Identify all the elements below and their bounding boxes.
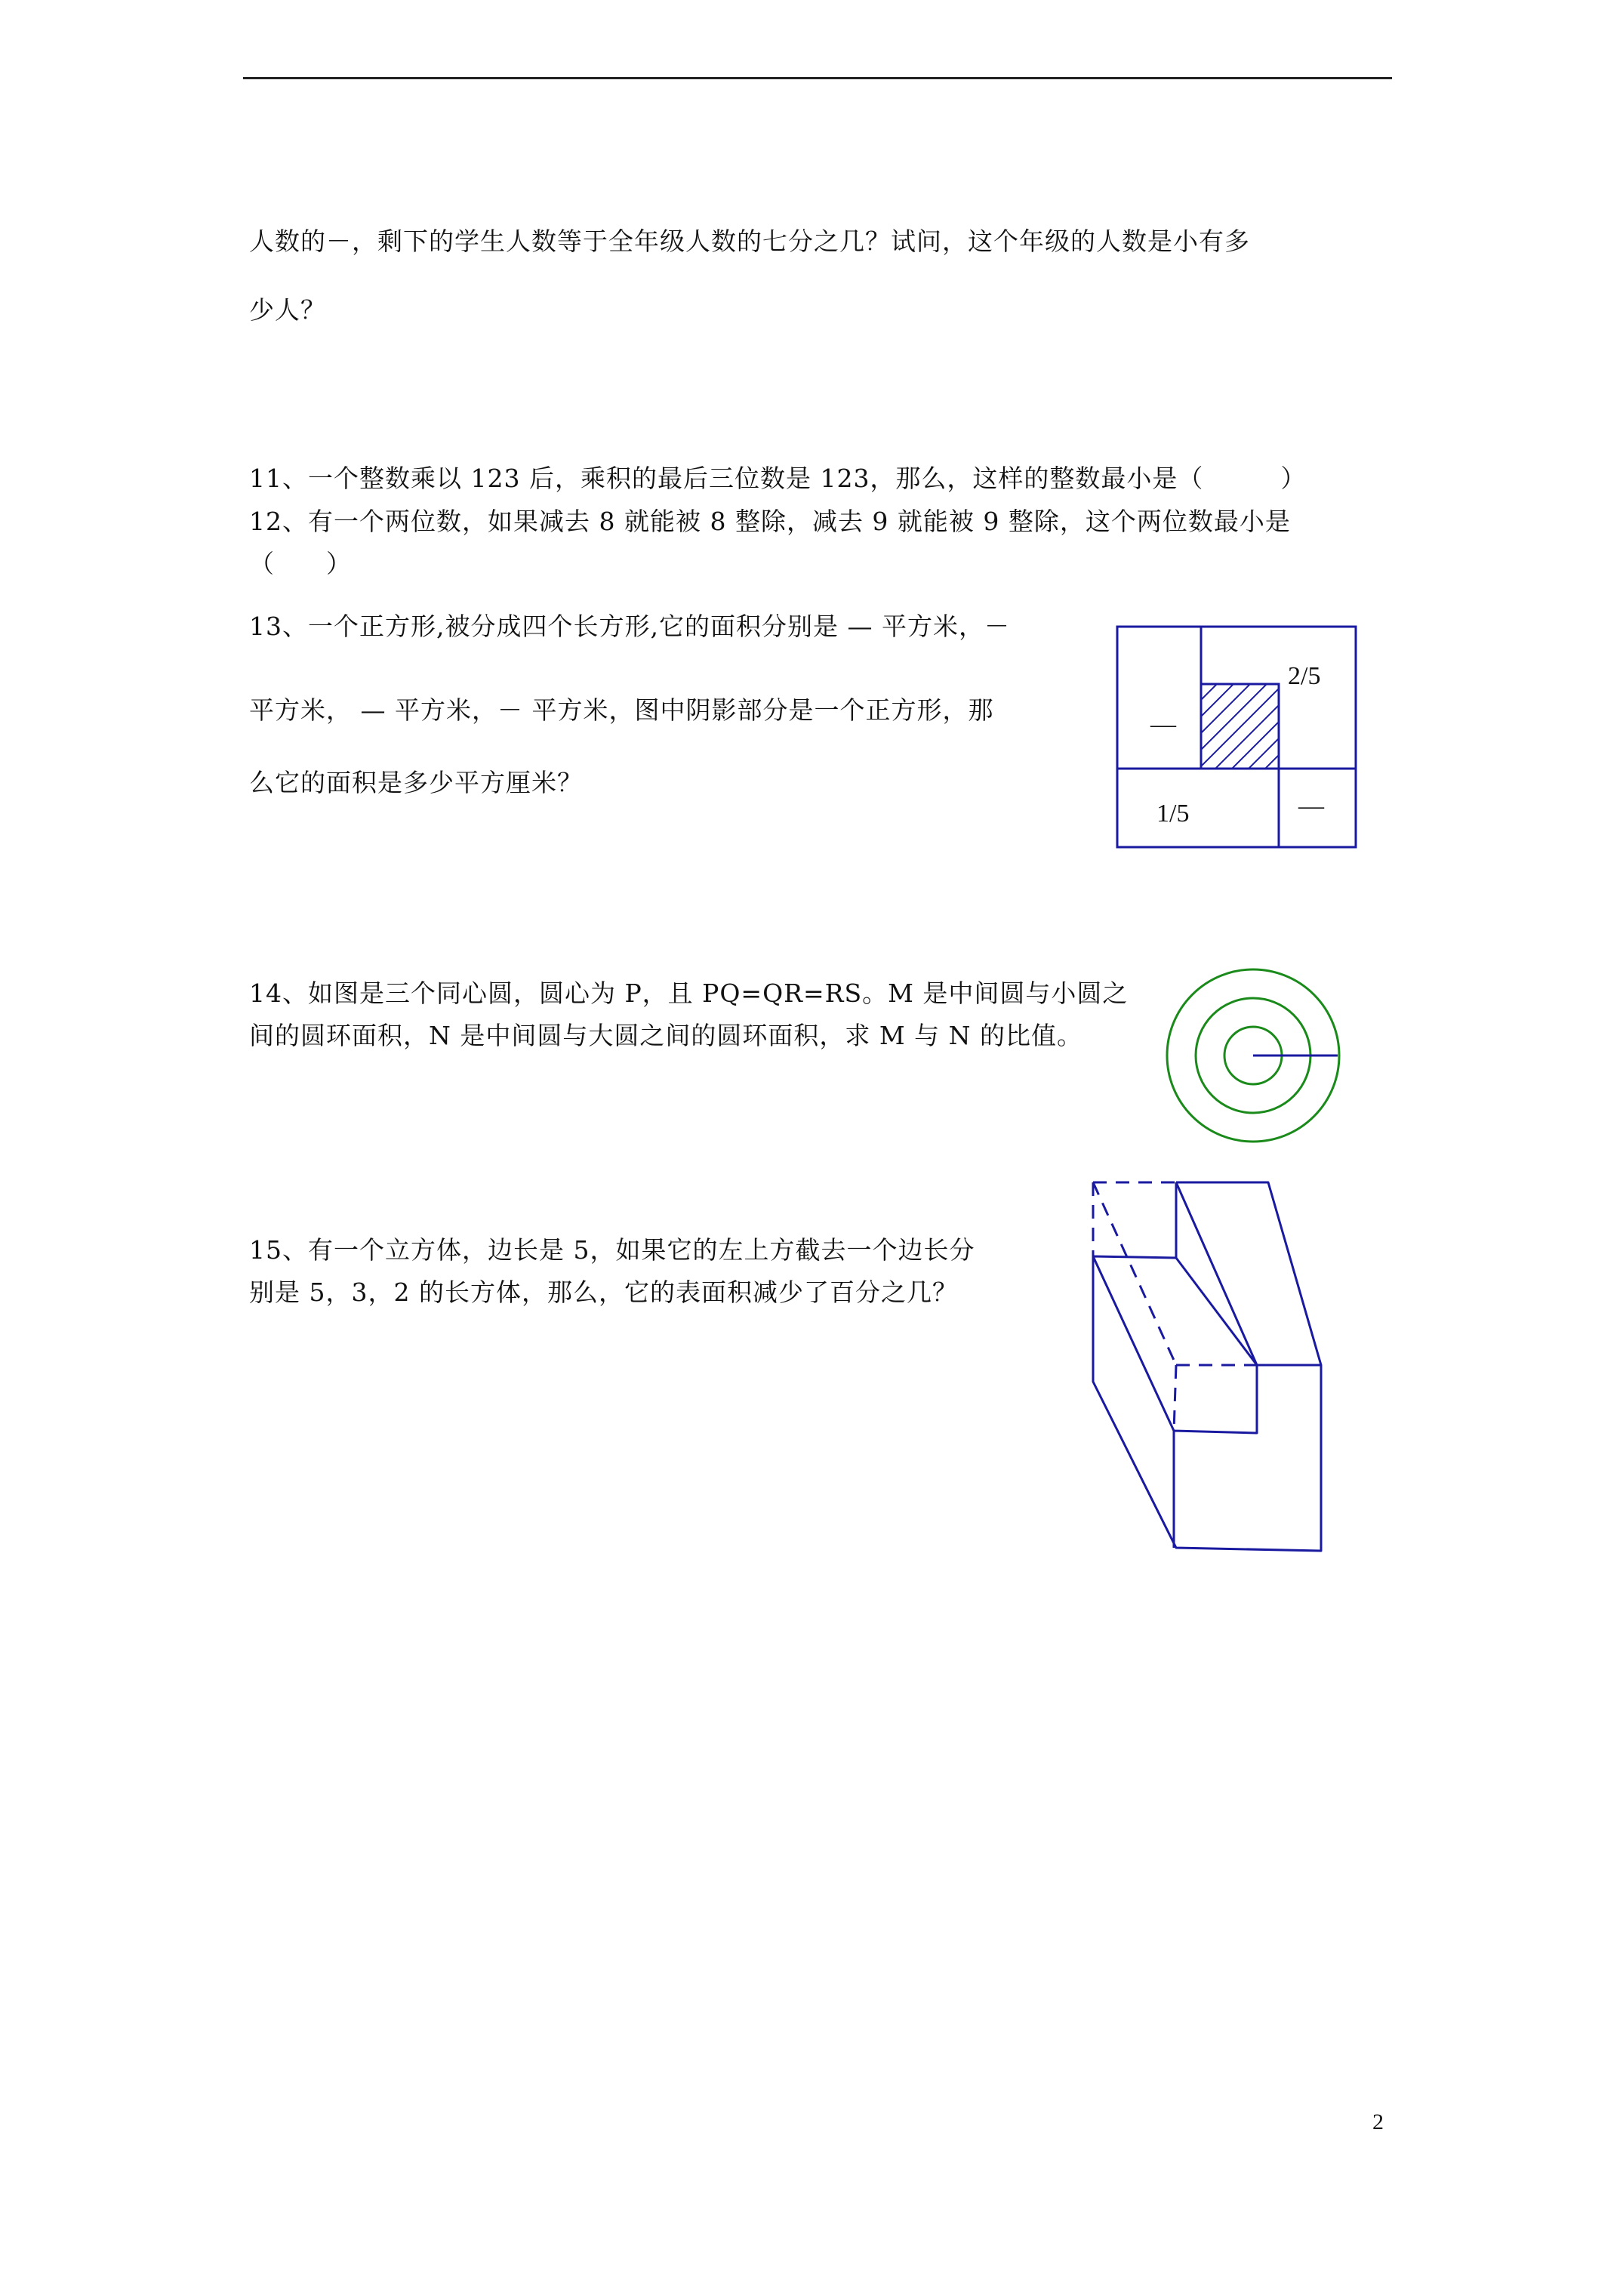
page-number: 2 (1372, 2110, 1384, 2134)
question-13-line-2: 平方米， — 平方米，－ 平方米，图中阴影部分是一个正方形，那 (249, 695, 994, 725)
question-14-line-2: 间的圆环面积，N 是中间圆与大圆之间的圆环面积，求 M 与 N 的比值。 (249, 1021, 1083, 1050)
question-13-line-1: 13、一个正方形,被分成四个长方形,它的面积分别是 — 平方米，－ (249, 612, 1010, 641)
question-11-text: 11、一个整数乘以 123 后，乘积的最后三位数是 123，那么，这样的整数最小是（ ） (249, 464, 1307, 493)
shaded-square (1201, 684, 1279, 769)
question-13-line-3: 么它的面积是多少平方厘米？ (249, 768, 583, 797)
question-14-line-1: 14、如图是三个同心圆，圆心为 P，且 PQ=QR=RS。M 是中间圆与小圆之 (249, 978, 1129, 1008)
cube-edges-solid (1093, 1182, 1321, 1551)
header-rule (243, 77, 1392, 79)
label-1-5: 1/5 (1156, 800, 1190, 827)
question-15-line-2: 别是 5，3，2 的长方体，那么，它的表面积减少了百分之几？ (249, 1277, 958, 1307)
question-12-line-1: 12、有一个两位数，如果减去 8 就能被 8 整除，减去 9 就能被 9 整除，这个两位数最小是 (249, 507, 1291, 536)
label-blank-bottom-right: — (1298, 792, 1324, 820)
square-division-figure (1111, 624, 1360, 850)
intro-line-2: 少人？ (249, 295, 326, 325)
question-15-line-1: 15、有一个立方体，边长是 5，如果它的左上方截去一个边长分 (249, 1235, 975, 1265)
cut-cube-figure (1079, 1178, 1329, 1555)
concentric-circles-figure (1163, 965, 1344, 1146)
intro-line-1: 人数的－，剩下的学生人数等于全年级人数的七分之几？试问，这个年级的人数是小有多 (249, 227, 1250, 256)
label-blank-left: — (1150, 710, 1176, 738)
question-12-line-2: （ ） (249, 549, 352, 578)
label-2-5: 2/5 (1288, 662, 1321, 690)
